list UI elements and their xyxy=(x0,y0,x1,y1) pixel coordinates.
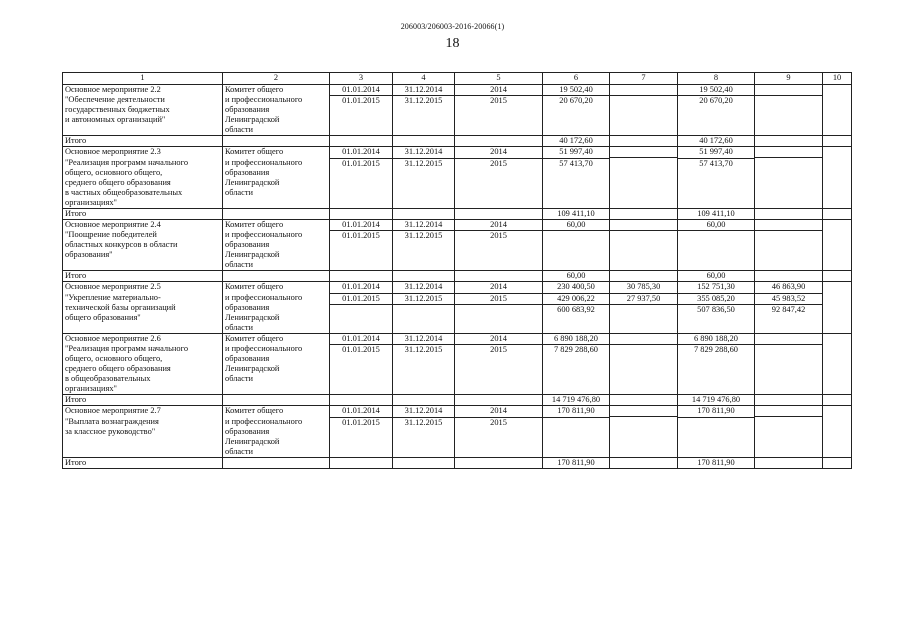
col7-value: 27 937,50 xyxy=(610,293,677,304)
empty-cell xyxy=(393,208,455,219)
col7-value xyxy=(610,334,677,344)
end-date: 31.12.2014 xyxy=(404,333,443,343)
col10-cell xyxy=(823,271,852,282)
col10-cell xyxy=(823,85,852,136)
column-header: 7 xyxy=(610,73,678,85)
col9-value xyxy=(755,334,822,344)
activity-name: Основное мероприятие 2.7 "Выплата вознаграждения за классное руководство" xyxy=(63,406,223,457)
col8-value: 507 836,50 xyxy=(678,304,754,315)
col6-value xyxy=(543,230,609,241)
col6-value-cell xyxy=(543,282,610,333)
total-c9 xyxy=(755,271,823,282)
col7-value xyxy=(610,85,677,95)
year: 2014 xyxy=(490,333,507,343)
col10-cell xyxy=(823,282,852,333)
start-date: 01.01.2015 xyxy=(330,95,392,106)
total-label: Итого xyxy=(63,208,223,219)
col6-value: 19 502,40 xyxy=(559,85,593,94)
col9-value-cell xyxy=(755,85,823,136)
start-date: 01.01.2015 xyxy=(330,417,392,428)
col9-value xyxy=(755,344,822,355)
end-date-cell xyxy=(393,147,455,208)
total-row xyxy=(63,457,852,468)
executor: Комитет общего и профессионального образования Ленинградской области xyxy=(223,220,330,271)
col10-cell xyxy=(823,136,852,147)
year: 2015 xyxy=(455,95,542,106)
col9-value-cell xyxy=(755,282,823,333)
start-date: 01.01.2014 xyxy=(342,147,380,157)
total-c6: 109 411,10 xyxy=(543,208,610,219)
col8-value: 170 811,90 xyxy=(697,406,735,416)
start-date: 01.01.2014 xyxy=(342,333,380,343)
empty-cell xyxy=(455,271,543,282)
start-date: 01.01.2015 xyxy=(330,293,392,304)
col7-value xyxy=(610,95,677,106)
empty-cell xyxy=(393,395,455,406)
total-c6: 14 719 476,80 xyxy=(543,395,610,406)
year: 2014 xyxy=(490,282,507,292)
empty-cell xyxy=(330,271,393,282)
activity-name: Основное мероприятие 2.6 "Реализация программ начального общего, основного общего, среднего общего образования в общеобразовательных организациях" xyxy=(63,333,223,394)
executor: Комитет общего и профессионального образования Ленинградской области xyxy=(223,333,330,394)
end-date: 31.12.2015 xyxy=(393,158,454,169)
col8-value-cell xyxy=(678,333,755,394)
total-c9 xyxy=(755,395,823,406)
activity-row xyxy=(63,282,852,333)
total-label: Итого xyxy=(63,271,223,282)
total-c7 xyxy=(610,395,678,406)
start-date-cell xyxy=(330,406,393,457)
empty-cell xyxy=(455,136,543,147)
total-c8: 170 811,90 xyxy=(678,457,755,468)
end-date-cell xyxy=(393,333,455,394)
activity-row xyxy=(63,333,852,394)
empty-cell xyxy=(393,136,455,147)
col7-value xyxy=(610,220,677,230)
page-number: 18 xyxy=(445,36,460,51)
empty-cell xyxy=(223,271,330,282)
empty-cell xyxy=(223,208,330,219)
year-cell xyxy=(455,406,543,457)
start-date-cell xyxy=(330,85,393,136)
total-c7 xyxy=(610,457,678,468)
year-cell xyxy=(455,333,543,394)
year: 2015 xyxy=(455,230,542,241)
executor: Комитет общего и профессионального образования Ленинградской области xyxy=(223,406,330,457)
col9-value: 46 863,90 xyxy=(771,282,806,292)
col7-value xyxy=(610,416,677,427)
col8-value xyxy=(678,230,754,241)
empty-cell xyxy=(330,208,393,219)
col9-value xyxy=(755,95,822,106)
activity-row xyxy=(63,220,852,271)
empty-cell xyxy=(330,395,393,406)
total-row xyxy=(63,395,852,406)
end-date: 31.12.2015 xyxy=(393,230,454,241)
end-date: 31.12.2014 xyxy=(404,406,443,416)
end-date-cell xyxy=(393,220,455,271)
col8-value: 19 502,40 xyxy=(699,85,733,94)
col7-value xyxy=(610,157,677,168)
activity-row xyxy=(63,85,852,136)
col9-value-cell xyxy=(755,147,823,208)
start-date: 01.01.2014 xyxy=(342,282,380,292)
col8-value: 20 670,20 xyxy=(678,95,754,106)
col6-value-cell xyxy=(543,220,610,271)
year: 2015 xyxy=(455,158,542,169)
empty-cell xyxy=(393,457,455,468)
column-header: 8 xyxy=(678,73,755,85)
col7-value xyxy=(610,230,677,241)
col8-value-cell xyxy=(678,282,755,333)
start-date xyxy=(330,304,392,315)
col8-value-cell xyxy=(678,147,755,208)
year-cell xyxy=(455,147,543,208)
start-date-cell xyxy=(330,147,393,208)
start-date-cell xyxy=(330,220,393,271)
col7-value-cell xyxy=(610,406,678,457)
col10-cell xyxy=(823,333,852,394)
col8-value: 152 751,30 xyxy=(697,282,735,292)
start-date-cell xyxy=(330,282,393,333)
year: 2014 xyxy=(490,147,507,157)
total-c8: 109 411,10 xyxy=(678,208,755,219)
end-date: 31.12.2015 xyxy=(393,293,454,304)
year: 2014 xyxy=(490,220,507,230)
total-c9 xyxy=(755,136,823,147)
year-cell xyxy=(455,220,543,271)
document-id: 206003/206003-2016-20066(1) xyxy=(400,22,505,31)
col10-cell xyxy=(823,147,852,208)
col8-value: 355 085,20 xyxy=(678,293,754,304)
col6-value: 6 890 188,20 xyxy=(554,333,598,343)
total-c7 xyxy=(610,271,678,282)
col9-value-cell xyxy=(755,220,823,271)
total-label: Итого xyxy=(63,457,223,468)
col6-value: 60,00 xyxy=(566,220,586,230)
col8-value: 57 413,70 xyxy=(678,158,754,169)
column-header: 4 xyxy=(393,73,455,85)
empty-cell xyxy=(223,136,330,147)
col8-value: 6 890 188,20 xyxy=(694,333,738,343)
col6-value-cell xyxy=(543,147,610,208)
program-table xyxy=(62,72,852,469)
total-c8: 14 719 476,80 xyxy=(678,395,755,406)
column-header: 3 xyxy=(330,73,393,85)
empty-cell xyxy=(223,457,330,468)
total-label: Итого xyxy=(63,395,223,406)
total-c6: 40 172,60 xyxy=(543,136,610,147)
total-c7 xyxy=(610,136,678,147)
col8-value-cell xyxy=(678,85,755,136)
col9-value xyxy=(755,406,822,416)
total-c6: 170 811,90 xyxy=(543,457,610,468)
executor: Комитет общего и профессионального образования Ленинградской области xyxy=(223,282,330,333)
total-c9 xyxy=(755,457,823,468)
total-c7 xyxy=(610,208,678,219)
col7-value-cell xyxy=(610,220,678,271)
start-date: 01.01.2015 xyxy=(330,158,392,169)
end-date: 31.12.2015 xyxy=(393,417,454,428)
col7-value xyxy=(610,147,677,157)
year xyxy=(455,304,542,315)
col7-value xyxy=(610,406,677,416)
end-date: 31.12.2014 xyxy=(404,282,443,292)
col9-value-cell xyxy=(755,406,823,457)
start-date: 01.01.2014 xyxy=(342,85,380,94)
start-date: 01.01.2015 xyxy=(330,230,392,241)
end-date-cell xyxy=(393,406,455,457)
col6-value: 20 670,20 xyxy=(543,95,609,106)
col8-value: 51 997,40 xyxy=(699,147,733,157)
col9-value: 45 983,52 xyxy=(755,293,822,304)
column-header: 5 xyxy=(455,73,543,85)
column-header: 6 xyxy=(543,73,610,85)
start-date: 01.01.2015 xyxy=(330,344,392,355)
end-date-cell xyxy=(393,282,455,333)
year: 2015 xyxy=(455,344,542,355)
col9-value-cell xyxy=(755,333,823,394)
col7-value-cell xyxy=(610,282,678,333)
col9-value xyxy=(755,85,822,95)
start-date: 01.01.2014 xyxy=(342,220,380,230)
end-date-cell xyxy=(393,85,455,136)
col6-value-cell xyxy=(543,85,610,136)
empty-cell xyxy=(330,457,393,468)
empty-cell xyxy=(223,395,330,406)
year-cell xyxy=(455,85,543,136)
col7-value-cell xyxy=(610,147,678,208)
column-header: 10 xyxy=(823,73,852,85)
start-date-cell xyxy=(330,333,393,394)
col9-value xyxy=(755,157,822,168)
header-row xyxy=(63,73,852,85)
start-date: 01.01.2014 xyxy=(342,406,380,416)
column-header: 2 xyxy=(223,73,330,85)
col6-value: 429 006,22 xyxy=(543,293,609,304)
col6-value xyxy=(543,417,609,428)
col10-cell xyxy=(823,457,852,468)
year: 2015 xyxy=(455,417,542,428)
end-date xyxy=(393,304,454,315)
executor: Комитет общего и профессионального образования Ленинградской области xyxy=(223,147,330,208)
empty-cell xyxy=(455,395,543,406)
total-c8: 60,00 xyxy=(678,271,755,282)
col6-value: 170 811,90 xyxy=(557,406,595,416)
col7-value: 30 785,30 xyxy=(626,282,661,292)
end-date: 31.12.2014 xyxy=(404,147,443,157)
col6-value: 57 413,70 xyxy=(543,158,609,169)
activity-name: Основное мероприятие 2.5 "Укрепление материально- технической базы организаций общего образования" xyxy=(63,282,223,333)
year-cell xyxy=(455,282,543,333)
col6-value: 600 683,92 xyxy=(543,304,609,315)
end-date: 31.12.2015 xyxy=(393,344,454,355)
col8-value: 7 829 288,60 xyxy=(678,344,754,355)
activity-row xyxy=(63,147,852,208)
col9-value: 92 847,42 xyxy=(755,304,822,315)
end-date: 31.12.2015 xyxy=(393,95,454,106)
column-header: 9 xyxy=(755,73,823,85)
total-c8: 40 172,60 xyxy=(678,136,755,147)
empty-cell xyxy=(393,271,455,282)
col9-value xyxy=(755,147,822,157)
col6-value: 51 997,40 xyxy=(559,147,593,157)
col7-value-cell xyxy=(610,333,678,394)
col7-value-cell xyxy=(610,85,678,136)
col6-value: 230 400,50 xyxy=(557,282,595,292)
col10-cell xyxy=(823,208,852,219)
activity-name: Основное мероприятие 2.4 "Поощрение победителей областных конкурсов в области образования" xyxy=(63,220,223,271)
col8-value-cell xyxy=(678,220,755,271)
total-c6: 60,00 xyxy=(543,271,610,282)
col6-value-cell xyxy=(543,406,610,457)
col8-value-cell xyxy=(678,406,755,457)
year: 2014 xyxy=(490,406,507,416)
empty-cell xyxy=(330,136,393,147)
end-date: 31.12.2014 xyxy=(404,85,443,94)
col9-value xyxy=(755,230,822,241)
col6-value: 7 829 288,60 xyxy=(543,344,609,355)
activity-row xyxy=(63,406,852,457)
total-row xyxy=(63,136,852,147)
col8-value xyxy=(678,417,754,428)
col10-cell xyxy=(823,395,852,406)
col6-value-cell xyxy=(543,333,610,394)
activity-name: Основное мероприятие 2.2 "Обеспечение деятельности государственных бюджетных и автономных организаций" xyxy=(63,85,223,136)
col10-cell xyxy=(823,406,852,457)
end-date: 31.12.2014 xyxy=(404,220,443,230)
year: 2015 xyxy=(455,293,542,304)
year: 2014 xyxy=(490,85,507,94)
total-c9 xyxy=(755,208,823,219)
total-row xyxy=(63,271,852,282)
col9-value xyxy=(755,416,822,427)
executor: Комитет общего и профессионального образования Ленинградской области xyxy=(223,85,330,136)
column-header: 1 xyxy=(63,73,223,85)
col10-cell xyxy=(823,220,852,271)
col8-value: 60,00 xyxy=(706,220,726,230)
total-label: Итого xyxy=(63,136,223,147)
col7-value xyxy=(610,344,677,355)
empty-cell xyxy=(455,457,543,468)
col9-value xyxy=(755,220,822,230)
activity-name: Основное мероприятие 2.3 "Реализация программ начального общего, основного общего, среднего общего образования в частных общеобразовательных организациях" xyxy=(63,147,223,208)
total-row xyxy=(63,208,852,219)
col7-value xyxy=(610,304,677,315)
empty-cell xyxy=(455,208,543,219)
